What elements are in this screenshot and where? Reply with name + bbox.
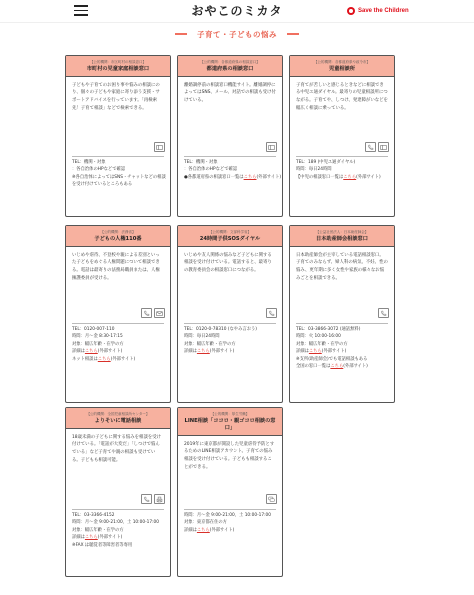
info-line: TEL：189 (中児ユ通ダイヤル) (296, 160, 356, 165)
card-header (178, 226, 282, 247)
card-description: 2019年に東京都が開設した児童虐待予防とするためのLINE相談アカウント。子育ての悩み相談を受け付けている。子どもも相談することができる。 (184, 441, 275, 470)
branch-list-link[interactable]: こちら (330, 363, 344, 369)
website-icon[interactable] (154, 142, 165, 152)
consultation-card (65, 225, 171, 403)
card-name: LINE相談「ココロ・親ゴコロ相談の窓口」 (184, 417, 276, 431)
card-actions (141, 308, 165, 318)
phone-icon[interactable] (365, 142, 376, 152)
card-divider (184, 323, 276, 324)
card-category: 【公的機関：全国児童相談所センター】 (86, 412, 150, 416)
detail-link[interactable]: こちら (308, 349, 322, 355)
card-description: 日本助産師会が主宰している電話相談窓口。子育てのみならず、婦人科の病気、不妊、性の悩み、更年期に多く女性や家族の様々なお悩みごとを相談できる。 (296, 252, 388, 281)
card-category: 【公的機関：文部科学省】 (209, 230, 251, 234)
card-header (178, 56, 282, 77)
section-heading (0, 27, 474, 41)
info-line: 時間：月〜金 9:00-21:00、土 10:00-17:00 (184, 513, 272, 518)
info-line: 対象：幅広年齢・在学の方 (72, 527, 124, 533)
consultation-card (289, 55, 395, 217)
info-line: ネット相談はこちら(外部サイト) (72, 356, 136, 362)
card-name: 都道府県の相談窓口 (206, 65, 254, 72)
info-line: TEL：機関・対象 (72, 160, 106, 165)
card-divider (296, 156, 388, 157)
card-divider (296, 323, 388, 324)
detail-link[interactable]: こちら (84, 349, 98, 355)
card-contact-info (184, 326, 278, 356)
card-divider (184, 509, 276, 510)
info-line: 全国の窓口一覧はこちら(外部サイト) (296, 363, 368, 369)
card-contact-info (296, 159, 390, 181)
phone-icon[interactable] (266, 308, 277, 318)
card-description: 18歳未満の子どもに関する悩みを相談を受け付けている。「電話が大変だ」「しつけで悩んでいる」など子育てや親の相談も受けている。子どもも相談可能。 (72, 434, 162, 463)
info-line: ※各自治体によってはSNS・チャットなどの相談を受け付けているところもある (72, 174, 166, 188)
card-divider (184, 156, 276, 157)
card-category: 【公的機関：各都道府県の相談窓口】 (200, 60, 260, 64)
info-line: 時間：毎日24時間 (296, 167, 332, 173)
card-header (66, 56, 170, 77)
card-header (290, 56, 394, 77)
card-divider (72, 156, 164, 157)
card-actions (266, 494, 277, 504)
consultation-card (65, 407, 171, 577)
info-line: 時間：月〜金 8:30-17:15 (72, 334, 123, 340)
detail-link[interactable]: こちら (84, 535, 98, 541)
card-actions (266, 142, 277, 152)
card-name: 児童相談所 (329, 65, 355, 72)
detail-link[interactable]: こちら (196, 349, 210, 355)
partner-logo[interactable] (347, 6, 409, 16)
info-line: 詳細はこちら(外部サイト) (296, 349, 347, 355)
card-divider (72, 323, 164, 324)
website-icon[interactable] (266, 142, 277, 152)
info-line: 時間：月〜金 9:00-21:00、土 10:00-17:00 (72, 520, 160, 526)
card-header (66, 408, 170, 429)
info-line: 対象：幅広年齢・在学の方 (184, 341, 236, 347)
card-description: 子どもや子育てのお困り事や悩みの相談にのり、個々の子どもや家庭に寄り添う支援・サポートアドバイスを行っています。「再検索先！子育て相談」などで検索できる。 (72, 82, 160, 111)
website-icon[interactable] (378, 142, 389, 152)
detail-link[interactable]: こちら (243, 174, 257, 180)
info-line: ：各自治体のHPなどで確認 (72, 167, 126, 173)
consultation-card (177, 55, 283, 217)
card-contact-info (72, 326, 166, 363)
title-decoration-right (287, 33, 299, 35)
info-line: TEL：03-3866-3072 (通話無料) (296, 327, 361, 332)
phone-icon[interactable] (378, 308, 389, 318)
partner-name: Save the Children (358, 8, 409, 14)
card-category: 【公益社団法人：日本助産師会】 (315, 230, 369, 234)
info-line: 対象：幅広年齢・在学の方 (72, 341, 124, 347)
card-actions (141, 494, 165, 504)
card-category: 【公的機関：法務省】 (100, 230, 136, 234)
card-category: 【公的機関：市区町村の相談窓口】 (90, 60, 146, 64)
card-category: 【公的機関：各都道府県や政令市】 (314, 60, 370, 64)
info-line: 時間：毎日24時間 (184, 334, 220, 340)
info-line: TEL：0120-0-78310 (なやみ言おう) (184, 327, 257, 332)
page-title: 子育て・子どもの悩み (197, 29, 277, 39)
info-line: 【中児の相談窓口一覧はこちら(外部サイト) (296, 174, 381, 180)
card-contact-info (72, 159, 166, 189)
consultation-card (65, 55, 171, 217)
info-line: TEL：機関・対象 (184, 160, 218, 165)
consultation-card (177, 225, 283, 403)
site-logo[interactable]: おやこのミカタ (191, 4, 283, 18)
card-contact-info (296, 326, 390, 370)
card-description: いじめや友人関係の悩みなど子どもに関する相談を受け付けている。電話すると、最寄りの教育委員会の相談窓口につながる。 (184, 252, 272, 273)
detail-link[interactable]: こちら (196, 527, 210, 533)
info-line: 対象：東京都在住の方 (184, 520, 227, 526)
info-line: TEL：03-3366-4152 (72, 513, 115, 518)
card-header (66, 226, 170, 247)
info-line: 時間：火 10:00-16:00 (296, 334, 341, 340)
info-line: 詳細はこちら(外部サイト) (72, 535, 123, 541)
card-name: 24時間子供SOSダイヤル (199, 235, 261, 242)
card-contact-info (72, 512, 166, 549)
info-line: ※FAX は聴覚者等障害者等専用 (72, 542, 133, 548)
consultation-card (177, 407, 283, 577)
fax-icon[interactable] (154, 494, 165, 504)
net-consult-link[interactable]: こちら (97, 356, 111, 362)
title-decoration-left (175, 33, 187, 35)
card-actions (266, 308, 277, 318)
info-line: 詳細はこちら(外部サイト) (184, 527, 235, 533)
info-line: TEL：0120-007-110 (72, 327, 115, 332)
card-name: よりそいに電話相談 (94, 417, 142, 424)
card-name: 市町村の児童家庭相談窓口 (86, 65, 150, 72)
phone-icon[interactable] (141, 308, 152, 318)
card-contact-info (184, 159, 282, 181)
card-name: 日本助産師会相談窓口 (316, 235, 368, 242)
info-line: ※支所(助産師会)でも電話相談もある (296, 356, 368, 362)
card-actions (378, 308, 389, 318)
info-line: 詳細はこちら(外部サイト) (184, 349, 235, 355)
card-header (290, 226, 394, 247)
card-contact-info (184, 512, 278, 534)
card-actions (365, 142, 389, 152)
header-divider (0, 22, 474, 23)
site-header (0, 0, 474, 22)
info-line: 対象：幅広年齢・在学の方 (296, 341, 348, 347)
consultation-card (289, 225, 395, 403)
detail-link[interactable]: こちら (343, 174, 357, 180)
info-line: 詳細はこちら(外部サイト) (72, 349, 123, 355)
card-divider (72, 509, 164, 510)
card-header (178, 408, 282, 436)
chat-icon[interactable] (266, 494, 277, 504)
card-actions (154, 142, 165, 152)
card-description: 離婚調停前の相談窓口機能サイト。離婚調停によってはSNS、メール、対話での相談も受け付けている。 (184, 82, 276, 103)
card-description: 子育てが苦しいと感じるときなどに相談できる中児ユ通ダイヤル。最寄りの児童相談所につながる。子育てや、しつけ、発達障がいなどを幅広く相談に乗っている。 (296, 82, 388, 111)
card-category: 【公的機関：厚生労働】 (210, 412, 250, 416)
info-line: ：各自治体のHPなどで確認 (184, 167, 238, 173)
card-description: いじめや虐待、不登校や親による差別といった子どもをめぐる人権問題について相談できる。電話は最寄りの法務局職員または、人権擁護委員が受ける。 (72, 252, 160, 281)
card-name: 子どもの人権110番 (94, 235, 142, 242)
mail-icon[interactable] (154, 308, 165, 318)
save-the-children-icon (347, 7, 355, 15)
phone-icon[interactable] (141, 494, 152, 504)
info-line: ●各都道府県の相談窓口一覧はこちら(外部サイト) (184, 174, 282, 180)
